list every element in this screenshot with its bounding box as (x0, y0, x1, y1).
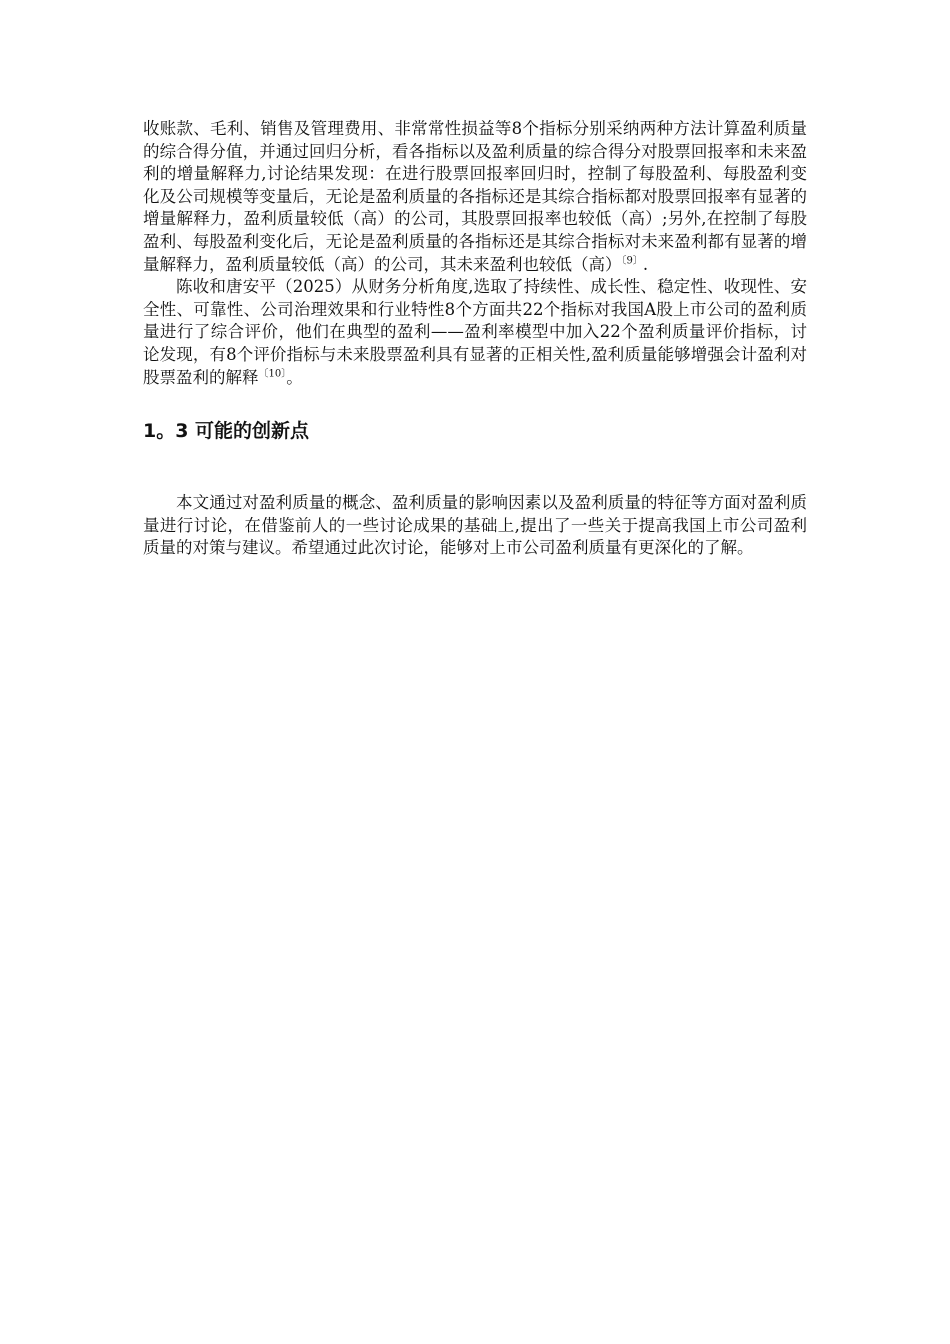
section-heading: 1。3 可能的创新点 (143, 420, 310, 443)
paragraph-tail: 。 (286, 367, 303, 387)
paragraph-innovation (143, 492, 807, 560)
paragraph-text: 陈收和唐安平（2025）从财务分析角度,选取了持续性、成长性、稳定性、收现性、安全性、可靠性、公司治理效果和行业特性8个方面共22个指标对我国A股上市公司的盈利质量进行了综合评价，他们在典型的盈利——盈利率模型中加入22个盈利质量评价指标，讨论发现，有8个评价指标与未来股票盈利具有显著的正相关性,盈利质量能够增强会计盈利对股票盈利的解释 (143, 277, 807, 387)
citation-ref: 〔10〕 (258, 368, 287, 380)
document-body (143, 118, 807, 560)
paragraph-continued (143, 118, 807, 276)
paragraph-tail: . (642, 254, 649, 274)
paragraph-text: 本文通过对盈利质量的概念、盈利质量的影响因素以及盈利质量的特征等方面对盈利质量进行讨论，在借鉴前人的一些讨论成果的基础上,提出了一些关于提高我国上市公司盈利质量的对策与建议。希望通过此次讨论，能够对上市公司盈利质量有更深化的了解。 (143, 493, 807, 558)
paragraph-text: 收账款、毛利、销售及管理费用、非常常性损益等8个指标分别采纳两种方法计算盈利质量的综合得分值，并通过回归分析，看各指标以及盈利质量的综合得分对股票回报率和未来盈利的增量解释力,讨论结果发现：在进行股票回报率回归时，控制了每股盈利、每股盈利变化及公司规模等变量后，无论是盈利质量的各指标还是其综合指标都对股票回报率有显著的增量解释力，盈利质量较低（高）的公司，其股票回报率也较低（高）;另外,在控制了每股盈利、每股盈利变化后，无论是盈利质量的各指标还是其综合指标对未来盈利都有显著的增量解释力，盈利质量较低（高）的公司，其未来盈利也较低（高） (143, 119, 807, 274)
citation-ref: 〔9〕 (621, 255, 643, 267)
paragraph-chen-tang (143, 276, 807, 389)
